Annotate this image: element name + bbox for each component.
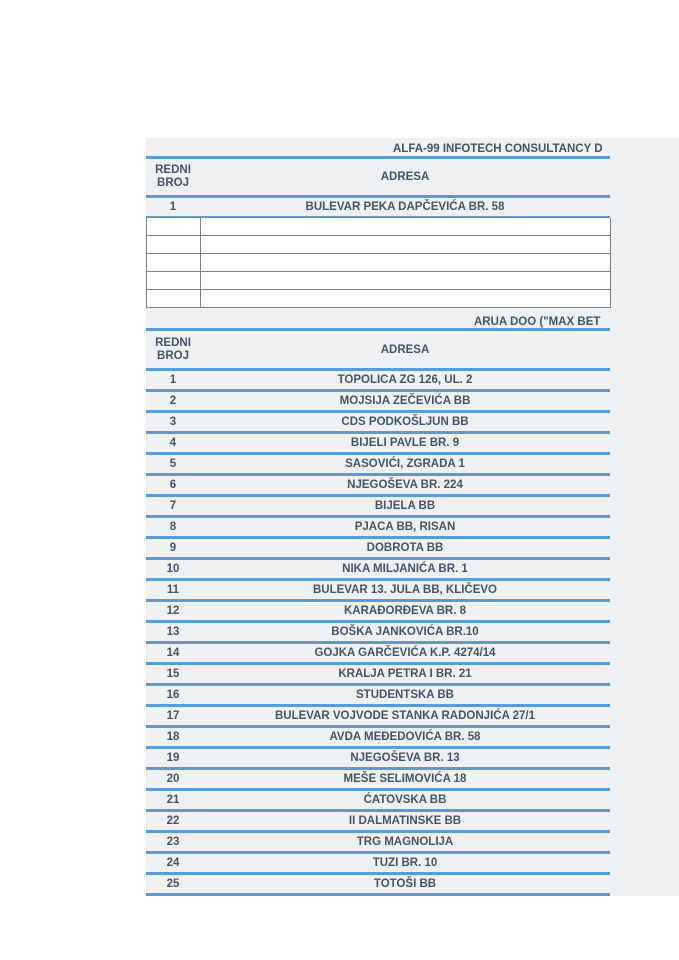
row-address: MOJSIJA ZEČEVIĆA BB: [339, 395, 471, 407]
row-number: 23: [166, 836, 180, 848]
row-address: MEŠE SELIMOVIĆA 18: [343, 773, 467, 785]
row-address: NIKA MILJANIĆA BR. 1: [342, 563, 468, 575]
row-number: 3: [169, 416, 177, 428]
row-number: 9: [169, 542, 177, 554]
row-address: PJACA BB, RISAN: [354, 521, 456, 533]
empty-row: [147, 236, 610, 254]
header-adresa: ADRESA: [380, 171, 430, 183]
row-number: 11: [166, 584, 180, 596]
table-row: [146, 197, 610, 218]
row-number: 15: [166, 668, 180, 680]
row-number: 4: [169, 437, 177, 449]
row-address: SASOVIĆI, ZGRADA 1: [345, 458, 465, 470]
row-number: 2: [169, 395, 177, 407]
row-number: 1: [169, 201, 177, 213]
table-row: [146, 391, 610, 412]
row-number: 22: [166, 815, 180, 827]
row-address: AVDA MEĐEDOVIĆA BR. 58: [329, 731, 481, 743]
row-address: ĆATOVSKA BB: [363, 794, 447, 806]
row-address: TOTOŠI BB: [373, 878, 437, 890]
row-address: TUZI BR. 10: [372, 857, 438, 869]
row-number: 6: [169, 479, 177, 491]
row-number: 16: [166, 689, 180, 701]
row-number: 10: [166, 563, 180, 575]
table-row: [146, 853, 610, 874]
row-address: TRG MAGNOLIJA: [356, 836, 454, 848]
table-row: [146, 727, 610, 748]
row-address: BIJELI PAVLE BR. 9: [350, 437, 460, 449]
empty-row: [147, 218, 610, 236]
table-row: [146, 874, 610, 895]
header-redni-broj: REDNI BROJ: [155, 164, 191, 189]
table-row: [146, 643, 610, 664]
row-number: 12: [166, 605, 180, 617]
row-address: BULEVAR PEKA DAPČEVIĆA BR. 58: [305, 201, 505, 213]
row-number: 21: [166, 794, 180, 806]
row-address: BULEVAR 13. JULA BB, KLIČEVO: [312, 584, 498, 596]
row-address: GOJKA GARČEVIĆA K.P. 4274/14: [314, 647, 496, 659]
row-address: STUDENTSKA BB: [356, 689, 454, 701]
table-row: [146, 706, 610, 727]
header-redni-broj: REDNI BROJ: [155, 337, 191, 362]
empty-row: [147, 290, 610, 308]
row-address: NJEGOŠEVA BR. 13: [350, 752, 460, 764]
table-row: [146, 769, 610, 790]
row-address: BOŠKA JANKOVIĆA BR.10: [331, 626, 479, 638]
table-header: [146, 332, 610, 370]
section-title-text: ALFA-99 INFOTECH CONSULTANCY D: [393, 143, 603, 155]
table-header: [146, 159, 610, 197]
table-alfa: [146, 159, 610, 218]
section-title-text: ARUA DOO ("MAX BET: [474, 316, 601, 328]
row-number: 18: [166, 731, 180, 743]
row-number: 8: [169, 521, 177, 533]
row-address: KRALJA PETRA I BR. 21: [338, 668, 472, 680]
table-body: [146, 197, 610, 218]
table-row: [146, 559, 610, 580]
table-row: [146, 664, 610, 685]
row-address: KARAĐORĐEVA BR. 8: [343, 605, 467, 617]
table-row: [146, 748, 610, 769]
row-address: BULEVAR VOJVODE STANKA RADONJIĆA 27/1: [274, 710, 536, 722]
table-row: [146, 370, 610, 391]
row-number: 13: [166, 626, 180, 638]
table-row: [146, 601, 610, 622]
row-number: 5: [169, 458, 177, 470]
table-row: [146, 475, 610, 496]
table-row: [146, 517, 610, 538]
row-address: II DALMATINSKE BB: [348, 815, 462, 827]
table-row: [146, 538, 610, 559]
table-row: [146, 832, 610, 853]
row-number: 19: [166, 752, 180, 764]
table-row: [146, 790, 610, 811]
table-row: [146, 811, 610, 832]
title-rule: [146, 328, 610, 331]
table-row: [146, 496, 610, 517]
row-address: DOBROTA BB: [366, 542, 444, 554]
row-number: 7: [169, 500, 177, 512]
table-row: [146, 412, 610, 433]
row-number: 1: [169, 374, 177, 386]
row-number: 14: [166, 647, 180, 659]
table-row: [146, 685, 610, 706]
row-number: 20: [166, 773, 180, 785]
row-address: BIJELA BB: [374, 500, 436, 512]
empty-grid: [146, 218, 611, 308]
row-address: TOPOLICA ZG 126, UL. 2: [337, 374, 473, 386]
table-row: [146, 622, 610, 643]
table-body: [146, 370, 610, 895]
table-row: [146, 580, 610, 601]
table-row: [146, 454, 610, 475]
header-adresa: ADRESA: [380, 344, 430, 356]
row-address: NJEGOŠEVA BR. 224: [347, 479, 463, 491]
table-row: [146, 433, 610, 454]
empty-row: [147, 254, 610, 272]
table-arua: [146, 332, 610, 895]
row-number: 17: [166, 710, 180, 722]
row-number: 25: [166, 878, 180, 890]
row-address: CDS PODKOŠLJUN BB: [341, 416, 469, 428]
row-number: 24: [166, 857, 180, 869]
empty-row: [147, 272, 610, 290]
